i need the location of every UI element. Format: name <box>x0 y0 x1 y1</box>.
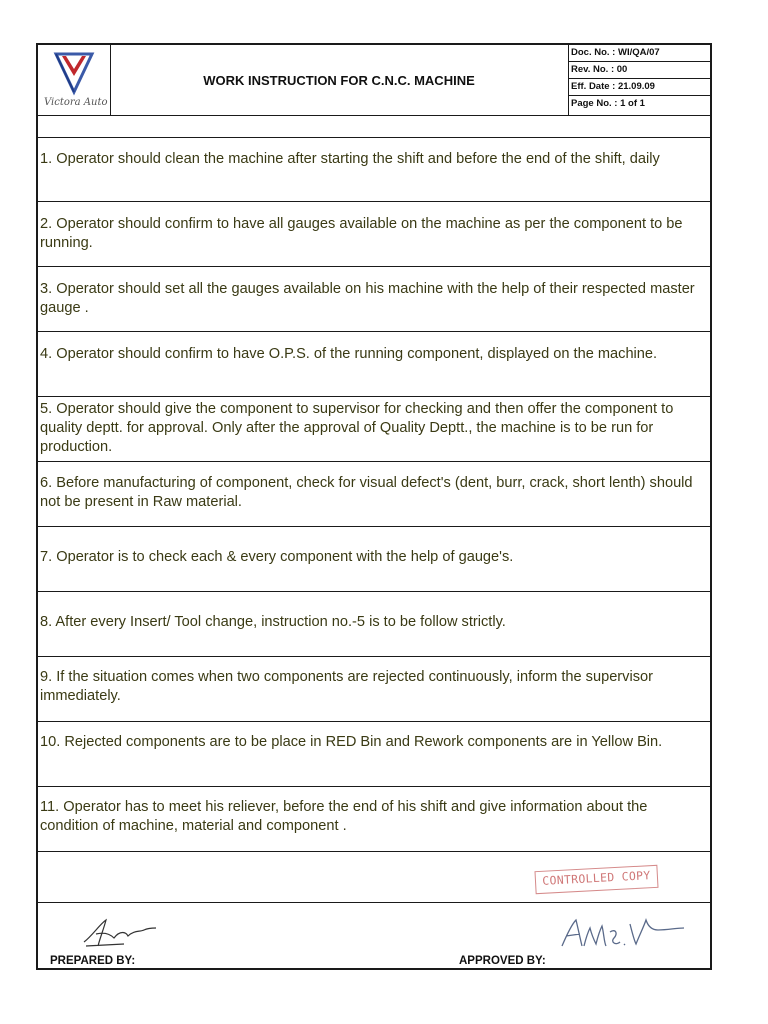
prepared-by-label: PREPARED BY: <box>50 955 136 967</box>
instruction-text: 7. Operator is to check each & every component with the help of gauge's. <box>40 549 514 565</box>
preparer-signature-icon <box>78 916 160 950</box>
instruction-row <box>38 787 710 852</box>
instruction-row <box>38 267 710 332</box>
instruction-text: 4. Operator should confirm to have O.P.S. of the running component, displayed on the machine. <box>40 346 658 362</box>
effective-date: Eff. Date : 21.09.09 <box>568 79 710 96</box>
instruction-text: 2. Operator should confirm to have all gauges available on the machine as per the component to be running. <box>40 216 683 251</box>
instruction-row <box>38 657 710 722</box>
instruction-row <box>38 332 710 397</box>
instruction-text: 9. If the situation comes when two components are rejected continuously, inform the supervisor immediately. <box>40 669 653 704</box>
document-header <box>38 45 710 116</box>
signature-row <box>38 902 710 968</box>
instruction-row <box>38 202 710 267</box>
instruction-text: 6. Before manufacturing of component, check for visual defect's (dent, burr, crack, short lenth) should not be present in Raw material. <box>40 475 693 510</box>
document-title: WORK INSTRUCTION FOR C.N.C. MACHINE <box>203 72 475 88</box>
doc-number: Doc. No. : WI/QA/07 <box>568 45 710 62</box>
work-instruction-sheet <box>36 43 712 970</box>
instruction-row <box>38 592 710 657</box>
approver-signature-icon <box>558 912 688 952</box>
instruction-row <box>38 137 710 202</box>
instruction-text: 1. Operator should clean the machine after starting the shift and before the end of the shift, daily <box>40 151 660 167</box>
instruction-row <box>38 462 710 527</box>
instruction-text: 11. Operator has to meet his reliever, before the end of his shift and give information about the condition of machine, material and component . <box>40 799 648 834</box>
instruction-text: 10. Rejected components are to be place in RED Bin and Rework components are in Yellow Bin. <box>40 734 663 750</box>
revision-number: Rev. No. : 00 <box>568 62 710 79</box>
title-cell <box>110 45 569 115</box>
instruction-row <box>38 722 710 787</box>
instruction-text: 5. Operator should give the component to supervisor for checking and then offer the component to quality deptt. for approval. Only after the approval of Quality Deptt., the machine is to be run for production. <box>40 401 674 455</box>
instruction-row <box>38 527 710 592</box>
instruction-text: 3. Operator should set all the gauges available on his machine with the help of their respected master gauge . <box>40 281 695 316</box>
logo-text: Victora Auto <box>44 97 108 108</box>
approved-by-label: APPROVED BY: <box>459 955 546 967</box>
document-meta <box>568 45 710 115</box>
page-number: Page No. : 1 of 1 <box>571 98 645 109</box>
spacer-row <box>38 115 710 138</box>
victora-logo-icon <box>52 50 96 96</box>
instruction-text: 8. After every Insert/ Tool change, instruction no.-5 is to be follow strictly. <box>40 614 506 630</box>
instruction-row <box>38 397 710 462</box>
logo <box>38 45 111 115</box>
stamp-row <box>38 852 710 903</box>
controlled-copy-stamp: CONTROLLED COPY <box>534 865 658 894</box>
